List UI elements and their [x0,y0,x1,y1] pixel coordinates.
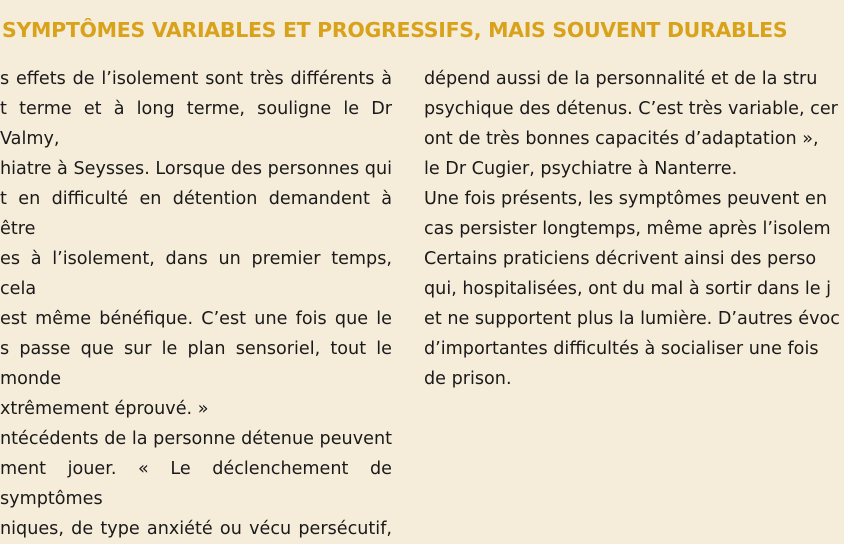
text-line: s passe que sur le plan sensoriel, tout le monde [0,339,392,389]
text-line: d’importantes difficultés à socialiser une fois [424,339,819,359]
text-line: de prison. [424,369,512,389]
text-line: t en difficulté en détention demandent à être [0,189,392,239]
text-line: le Dr Cugier, psychiatre à Nanterre. [424,159,738,179]
text-line: Une fois présents, les symptômes peuvent en [424,189,828,209]
text-line: est même bénéfique. C’est une fois que le [0,309,392,329]
text-line: dépend aussi de la personnalité et de la stru [424,69,818,89]
text-line: s effets de l’isolement sont très différents à [0,69,392,89]
text-line: hiatre à Seysses. Lorsque des personnes qui [0,159,392,179]
text-line: qui, hospitalisées, ont du mal à sortir dans le j [424,279,832,299]
left-column [0,64,392,544]
article-heading: SYMPTÔMES VARIABLES ET PROGRESSIFS, MAIS SOUVENT DURABLES [2,18,788,42]
text-line: psychique des détenus. C’est très variable, cer [424,99,838,119]
text-line: et ne supportent plus la lumière. D’autres évoc [424,309,840,329]
text-line: cas persister longtemps, même après l’isolem [424,219,831,239]
right-column [424,64,844,394]
text-line: t terme et à long terme, souligne le Dr Valmy, [0,99,392,149]
text-line: ntécédents de la personne détenue peuvent [0,429,392,449]
text-line: es à l’isolement, dans un premier temps, cela [0,249,392,299]
text-line: niques, de type anxiété ou vécu persécutif, [0,519,392,539]
text-line: xtrêmement éprouvé. » [0,399,209,419]
text-line: ont de très bonnes capacités d’adaptation », [424,129,819,149]
text-line: ment jouer. « Le déclenchement de symptômes [0,459,392,509]
text-line: Certains praticiens décrivent ainsi des perso [424,249,817,269]
